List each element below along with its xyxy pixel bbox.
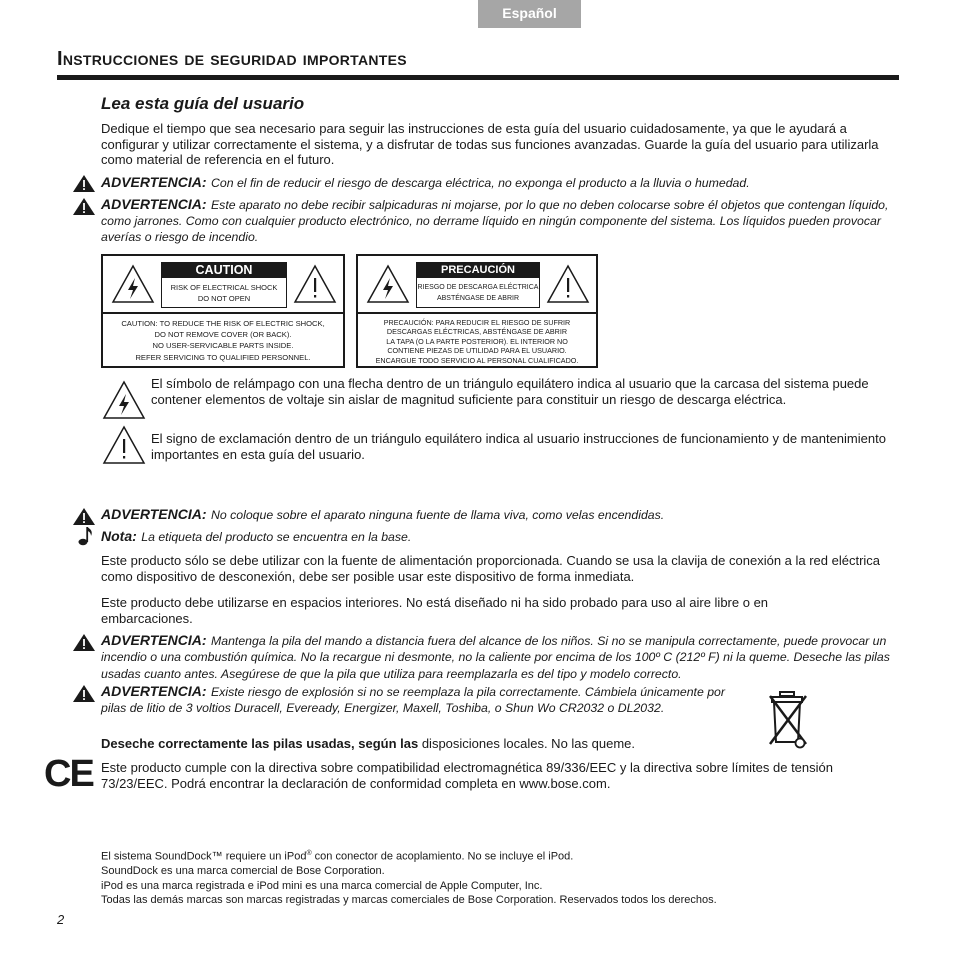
caution-sub-2: DO NOT OPEN	[197, 294, 251, 303]
section-subtitle: Lea esta guía del usuario	[101, 94, 305, 113]
caution-label-top	[103, 256, 343, 314]
exclamation-triangle-icon	[546, 264, 590, 304]
warning-icon	[73, 685, 95, 702]
warning-label: ADVERTENCIA:	[101, 683, 207, 699]
caution-inner-box	[161, 262, 287, 308]
dispose-bold: Deseche correctamente las pilas usadas, según las	[101, 736, 419, 751]
lightning-triangle-icon	[366, 264, 410, 304]
footer-text: con conector de acoplamiento. No se incluye el iPod.	[311, 850, 574, 863]
caution-sub-1: RISK OF ELECTRICAL SHOCK	[170, 283, 278, 292]
footer-line-3: iPod es una marca registrada e iPod mini es una marca comercial de Apple Computer, Inc.	[101, 879, 543, 892]
lightning-symbol-description: El símbolo de relámpago con una flecha dentro de un triángulo equilátero indica al usuario que la carcasa del sistema puede contener elementos de voltaje sin aislar de magnitud suficiente para constituir un riesgo de descarga eléctrica.	[151, 376, 869, 407]
ce-paragraph: Este producto cumple con la directiva sobre compatibilidad electromagnética 89/336/EEC y la directiva sobre límites de tensión 73/23/EEC. Podrá encontrar la declaración de conformidad completa en www.bose.com.	[101, 760, 833, 791]
caution-line: CONTIENE PIEZAS DE UTILIDAD PARA EL USUARIO.	[387, 346, 567, 356]
warning-text: Este aparato no debe recibir salpicaduras ni mojarse, por lo que no deben colocarse sobre él objetos que contengan líquido, como jarrones. Como con cualquier producto electrónico, no derrame líquido en ningún componente del sistema. Los líquidos pueden provocar averías o riesgo de incendio.	[101, 198, 889, 244]
caution-line: DESCARGAS ELÉCTRICAS, ABSTÉNGASE DE ABRIR	[386, 327, 568, 337]
note-label: Nota:	[101, 528, 137, 544]
exclamation-triangle-icon	[293, 264, 337, 304]
exclamation-symbol-description: El signo de exclamación dentro de un triángulo equilátero indica al usuario instrucciones de funcionamiento y de mantenimiento importantes en esta guía del usuario.	[151, 431, 886, 462]
note-text: La etiqueta del producto se encuentra en la base.	[141, 530, 412, 544]
warning-label: ADVERTENCIA:	[101, 632, 207, 648]
warning-5	[101, 684, 753, 717]
crossed-out-bin-icon	[766, 690, 814, 750]
footer-line-4: Todas las demás marcas son marcas registradas y marcas comerciales de Bose Corporation. Reservados todos los derechos.	[101, 894, 717, 907]
warning-label: ADVERTENCIA:	[101, 506, 207, 522]
caution-title: PRECAUCIÓN	[417, 263, 539, 278]
caution-line: LA TAPA (O LA PARTE POSTERIOR). EL INTERIOR NO	[386, 336, 568, 346]
page-number: 2	[57, 912, 65, 927]
caution-label-english	[101, 254, 345, 368]
caution-line: NO USER-SERVICABLE PARTS INSIDE.	[152, 341, 294, 351]
caution-line: ENCARGUE TODO SERVICIO AL PERSONAL CUALIFICADO.	[375, 355, 579, 365]
warning-text: Mantenga la pila del mando a distancia fuera del alcance de los niños. Si no se manipula correctamente, puede provocar un incendio o una combustión química. No la recargue ni desmonte, no la caliente por encima de los 100º C (212º F) ni la queme. Deseche las pilas usadas cuanto antes. Asegúrese de que la pila que utiliza para reemplazarla es del tipo y modelo correcto.	[101, 634, 890, 681]
lightning-triangle-icon	[111, 264, 155, 304]
warning-text: No coloque sobre el aparato ninguna fuente de llama viva, como velas encendidas.	[210, 508, 665, 522]
lightning-triangle-icon	[102, 380, 146, 420]
caution-label-spanish	[356, 254, 598, 368]
warning-icon	[73, 198, 95, 215]
caution-line: PRECAUCIÓN: PARA REDUCIR EL RIESGO DE SUFRIR	[383, 318, 571, 327]
warning-icon	[73, 634, 95, 651]
caution-label-bottom	[358, 314, 596, 366]
caution-line: REFER SERVICING TO QUALIFIED PERSONNEL.	[135, 352, 311, 362]
caution-label-bottom	[103, 314, 343, 366]
caution-sub-1: RIESGO DE DESCARGA ELÉCTRICA	[417, 284, 539, 291]
caution-inner-box	[416, 262, 540, 308]
ce-mark-icon: CE	[44, 753, 93, 795]
warning-1	[101, 174, 901, 191]
note-icon	[78, 526, 94, 546]
warning-icon	[73, 508, 95, 525]
caution-title: CAUTION	[162, 263, 286, 278]
footer-text: El sistema SoundDock™ requiere un iPod	[101, 850, 307, 863]
footer-line-1	[101, 847, 901, 864]
power-paragraph: Este producto sólo se debe utilizar con la fuente de alimentación proporcionada. Cuando se usa la clavija de conexión a la red eléctrica como dispositivo de desconexión, debe ser posible usar este dispositivo de forma inmediata.	[101, 553, 881, 584]
warning-3	[101, 506, 901, 523]
exclamation-triangle-icon	[102, 425, 146, 465]
intro-paragraph: Dedique el tiempo que sea necesario para seguir las instrucciones de esta guía del usuario cuidadosamente, ya que le ayudará a configurar y utilizar correctamente el sistema, y a disfrutar de todas sus funciones avanzadas. Guarde la guía del usuario para utilizarla como material de referencia en el futuro.	[101, 121, 879, 167]
note	[101, 528, 901, 545]
warning-text: Existe riesgo de explosión si no se reemplaza la pila correctamente. Cámbiela únicamente por pilas de litio de 3 voltios Duracell, Eveready, Energizer, Maxell, Toshiba, o Shun Wo CR2032 o DL2032.	[101, 685, 725, 716]
caution-line: CAUTION: TO REDUCE THE RISK OF ELECTRIC SHOCK,	[121, 319, 325, 328]
indoor-paragraph: Este producto debe utilizarse en espacios interiores. No está diseñado ni ha sido probado para uso al aire libre o en embarcaciones.	[101, 595, 769, 626]
registered-mark: ®	[306, 850, 312, 857]
page-title: Instrucciones de seguridad importantes	[57, 48, 407, 70]
warning-icon	[73, 175, 95, 192]
dispose-rest: disposiciones locales. No las queme.	[418, 736, 635, 751]
warning-label: ADVERTENCIA:	[101, 196, 207, 212]
caution-line: DO NOT REMOVE COVER (OR BACK).	[154, 330, 292, 340]
caution-sub-2: ABSTÉNGASE DE ABRIR	[436, 295, 520, 302]
warning-label: ADVERTENCIA:	[101, 174, 207, 190]
warning-text: Con el fin de reducir el riesgo de descarga eléctrica, no exponga el producto a la lluvia o humedad.	[210, 176, 750, 190]
footer-line-2: SoundDock es una marca comercial de Bose Corporation.	[101, 865, 385, 878]
warning-4	[101, 633, 901, 682]
title-rule	[57, 75, 899, 80]
caution-label-top	[358, 256, 596, 314]
dispose-paragraph	[101, 736, 741, 752]
language-tab[interactable]: Español	[478, 0, 581, 28]
footer-notes	[101, 847, 901, 908]
warning-2	[101, 197, 901, 245]
